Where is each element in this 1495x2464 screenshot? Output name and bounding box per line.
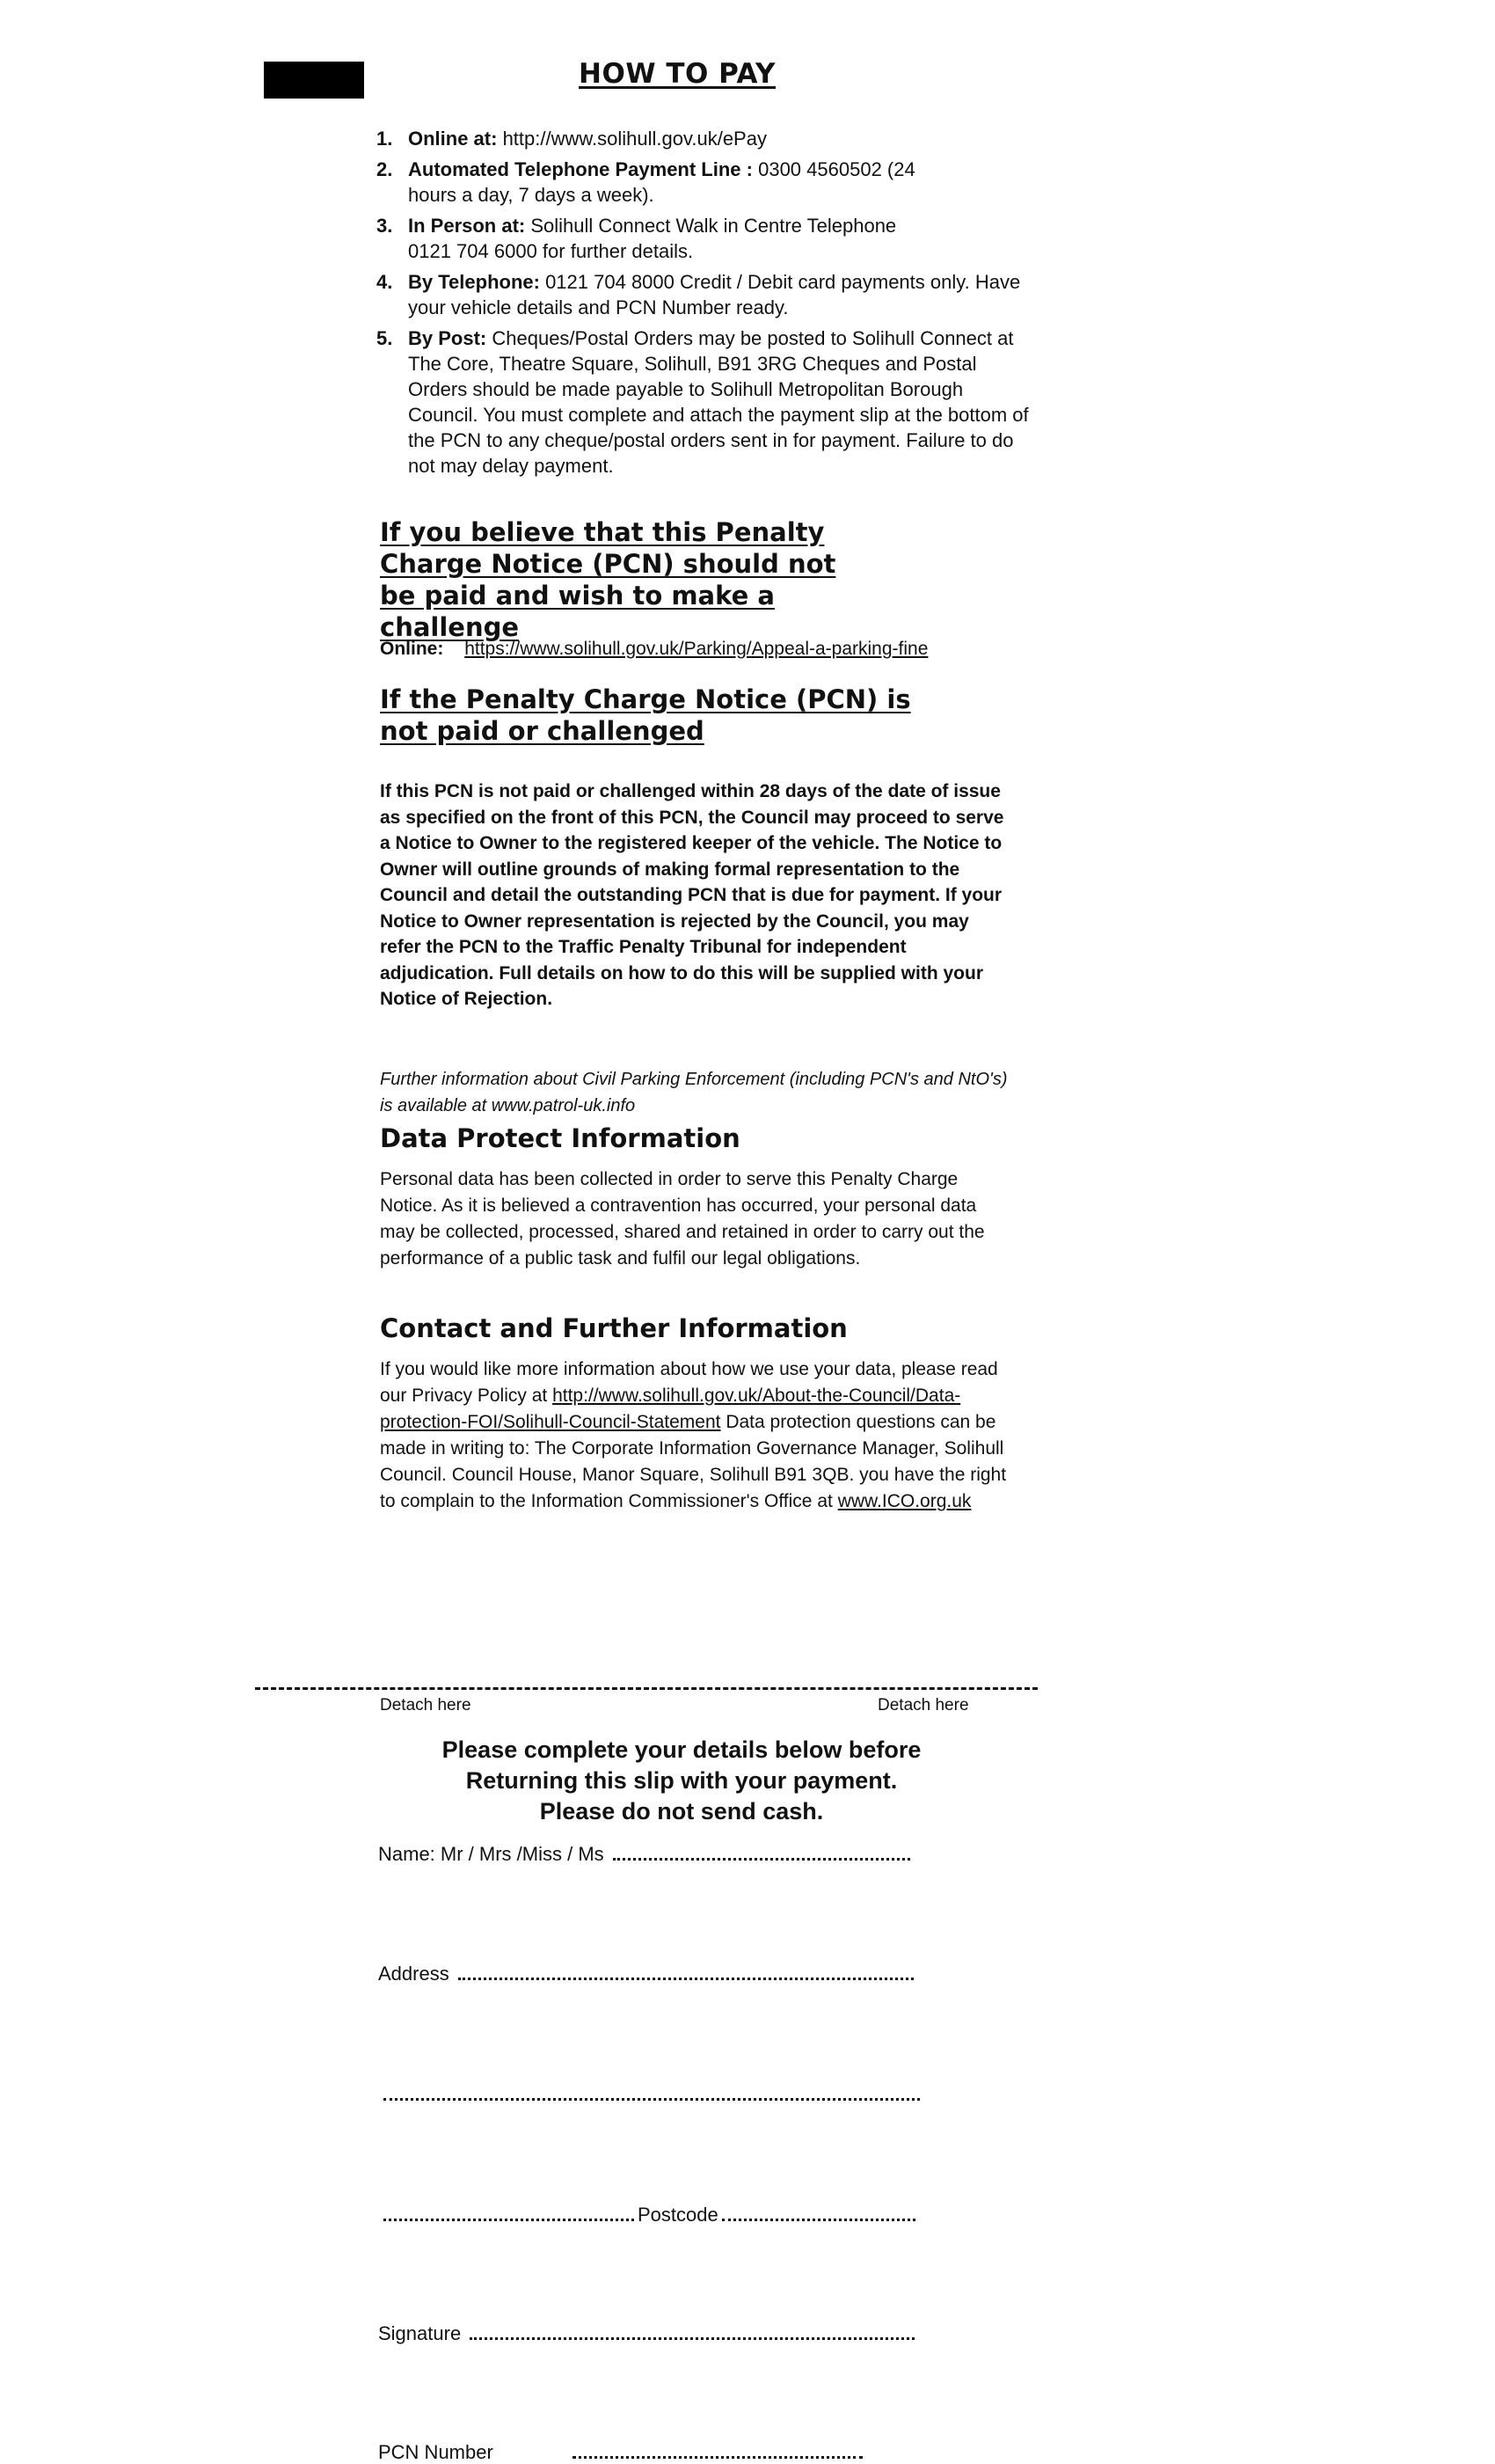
payment-methods-list	[376, 126, 1029, 484]
name-fill-line[interactable]	[613, 1858, 910, 1861]
postcode-label: Postcode	[638, 2204, 718, 2226]
slip-instructions	[0, 1735, 1363, 1827]
payment-method-label: By Telephone:	[408, 271, 540, 293]
address-fill-line-2[interactable]	[383, 2098, 920, 2101]
challenge-online-label: Online:	[380, 639, 444, 659]
pcn-fill-line[interactable]	[572, 2456, 863, 2459]
instruction-line: Please complete your details below before	[441, 1736, 922, 1763]
challenge-heading: If you believe that this Penalty Charge Notice (PCN) should not be paid and wish to make a challenge	[380, 517, 836, 642]
address-fill-line[interactable]	[458, 1978, 914, 1980]
signature-label: Signature	[378, 2322, 462, 2344]
data-protect-body: Personal data has been collected in order to serve this Penalty Charge Notice. As it is believed a contravention has occurred, your personal data may be collected, processed, shared and retained in order to carry out the performance of a public task and fulfil our legal obligations.	[380, 1169, 985, 1269]
postcode-fill-line[interactable]	[722, 2219, 915, 2221]
payment-method-label: Automated Telephone Payment Line :	[408, 158, 753, 180]
payment-method-label: Online at:	[408, 128, 498, 150]
pcn-number-field[interactable]	[378, 2441, 863, 2464]
postcode-row[interactable]	[378, 2204, 915, 2226]
page-title: HOW TO PAY	[579, 58, 776, 90]
payment-method-text: 0300 4560502 (24 hours a day, 7 days a week).	[408, 158, 915, 206]
pcn-number-label: PCN Number	[378, 2441, 493, 2463]
list-number: 1.	[376, 128, 393, 150]
payment-method-text: Solihull Connect Walk in Centre Telephone 0121 704 6000 for further details.	[408, 215, 897, 262]
payment-method-text: 0121 704 8000 Credit / Debit card payments only. Have your vehicle details and PCN Number ready.	[408, 271, 1021, 318]
contact-intro: If you would like more information about how we use your data, please read our Privacy Policy at	[380, 1359, 998, 1406]
list-number: 3.	[376, 215, 393, 237]
further-info-text: Further information about Civil Parking Enforcement (including PCN's and NtO's) is available at www.patrol-uk.info	[380, 1070, 1008, 1115]
payment-method-text: Cheques/Postal Orders may be posted to Solihull Connect at The Core, Theatre Square, Solihull, B91 3RG Cheques and Postal Orders should be made payable to Solihull Metropolitan Borough Council. You must complete and attach the payment slip at the bottom of the PCN to any cheque/postal orders sent in for payment. Failure to do not may delay payment.	[408, 327, 1029, 477]
name-label: Name: Mr / Mrs /Miss / Ms	[378, 1843, 604, 1865]
payment-method-label: By Post:	[408, 327, 487, 349]
contact-body	[380, 1356, 1013, 1515]
address-fill-line-3[interactable]	[383, 2219, 634, 2221]
privacy-policy-link[interactable]: http://www.solihull.gov.uk/About-the-Council/Data-protection-FOI/Solihull-Council-Statement	[380, 1386, 961, 1432]
instruction-line: Returning this slip with your payment.	[465, 1767, 898, 1794]
payment-method-online	[376, 126, 1010, 151]
payment-method-telephone	[376, 269, 1041, 320]
list-number: 2.	[376, 158, 393, 180]
detach-label-right: Detach here	[878, 1696, 969, 1715]
detach-line	[255, 1687, 1038, 1690]
contact-writing: Data protection questions can be made in writing to: The Corporate Information Governance Manager, Solihull Council. Council House, Manor Square, Solihull B91 3QB. you have the right to complain to the Information Commissioner's Office at	[380, 1412, 1007, 1511]
payment-method-text: http://www.solihull.gov.uk/ePay	[497, 128, 767, 150]
signature-fill-line[interactable]	[470, 2337, 915, 2340]
contact-heading: Contact and Further Information	[380, 1313, 848, 1343]
instruction-line: Please do not send cash.	[539, 1798, 824, 1824]
list-number: 5.	[376, 327, 393, 349]
address-line-2[interactable]	[378, 2083, 920, 2106]
detach-label-left: Detach here	[380, 1696, 471, 1715]
payment-method-automated-phone	[376, 157, 936, 208]
payment-method-label: In Person at:	[408, 215, 526, 237]
appeal-link[interactable]: https://www.solihull.gov.uk/Parking/Appeal-a-parking-fine	[464, 639, 929, 659]
list-number: 4.	[376, 271, 393, 293]
data-protect-heading: Data Protect Information	[380, 1123, 740, 1153]
challenge-online-row	[380, 639, 928, 660]
not-paid-heading: If the Penalty Charge Notice (PCN) is not paid or challenged	[380, 684, 911, 746]
signature-field[interactable]	[378, 2322, 915, 2345]
name-field[interactable]	[378, 1843, 910, 1866]
payment-method-post	[376, 325, 1032, 479]
address-field[interactable]	[378, 1963, 914, 1985]
ico-link[interactable]: www.ICO.org.uk	[837, 1491, 972, 1511]
not-paid-body: If this PCN is not paid or challenged within 28 days of the date of issue as specified on the front of this PCN, the Council may proceed to serve a Notice to Owner to the registered keeper of the vehicle. The Notice to Owner will outline grounds of making formal representation to the Council and detail the outstanding PCN that is due for payment. If your Notice to Owner representation is rejected by the Council, you may refer the PCN to the Traffic Penalty Tribunal for independent adjudication. Full details on how to do this will be supplied with your Notice of Rejection.	[380, 781, 1004, 1009]
address-label: Address	[378, 1963, 449, 1985]
payment-method-in-person	[376, 213, 901, 264]
